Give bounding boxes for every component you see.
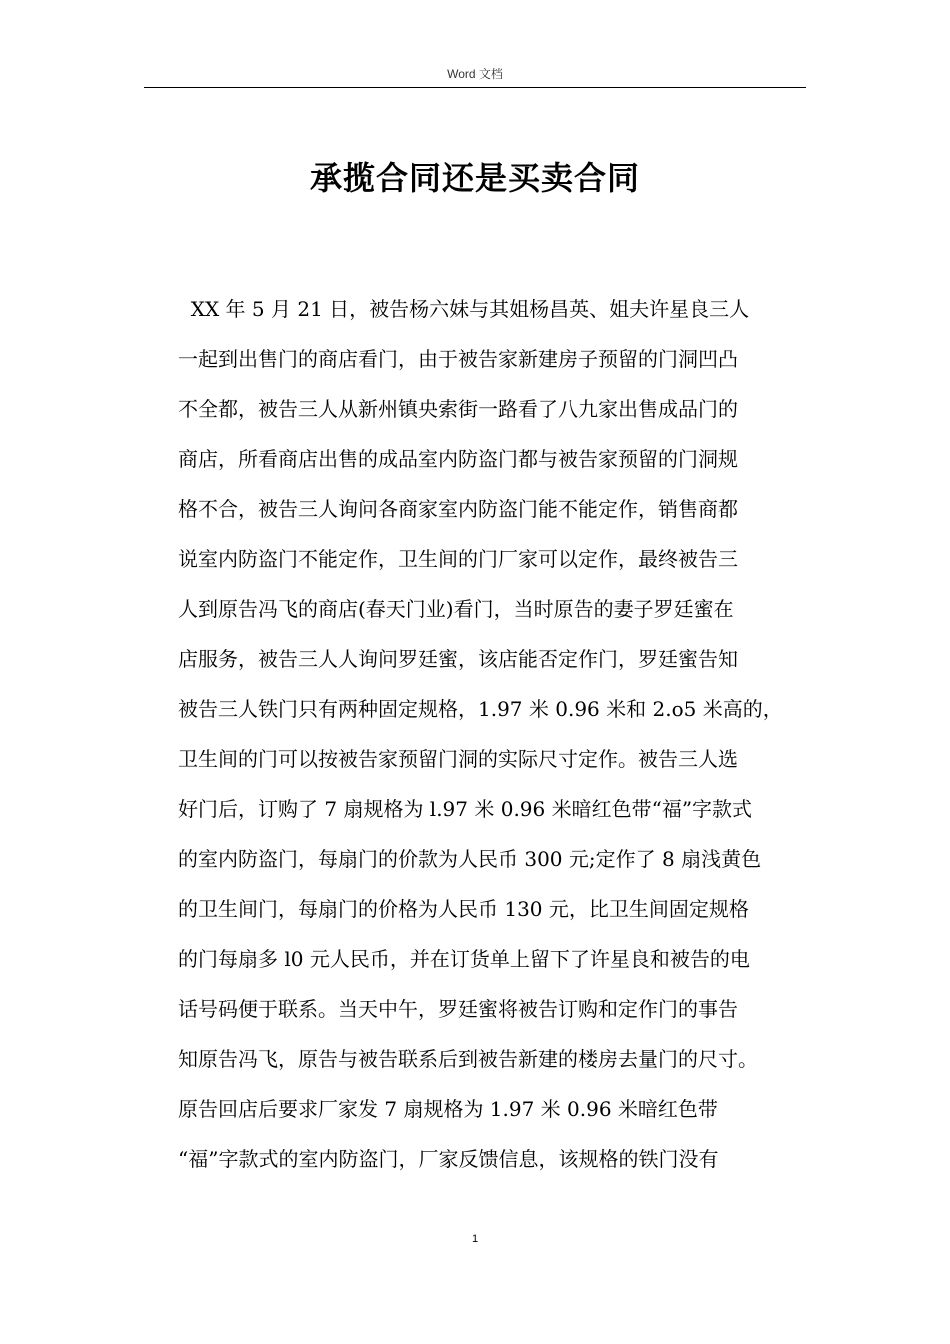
body-line: 一起到出售门的商店看门，由于被告家新建房子预留的门洞凹凸	[178, 347, 738, 371]
body-line: 好门后，订购了 7 扇规格为 l.97 米 0.96 米暗红色带“福”字款式	[178, 797, 753, 821]
body-line: 人到原告冯飞的商店(春天门业)看门，当时原告的妻子罗廷蜜在	[178, 597, 734, 621]
document-body	[178, 284, 818, 1184]
body-line: 不全都，被告三人从新州镇央索街一路看了八九家出售成品门的	[178, 397, 738, 421]
page-header: Word 文档	[447, 67, 503, 81]
body-line: 话号码便于联系。当天中午，罗廷蜜将被告订购和定作门的事告	[178, 997, 738, 1021]
body-line: 被告三人铁门只有两种固定规格，1.97 米 0.96 米和 2.o5 米高的，	[178, 697, 783, 721]
body-line: 卫生间的门可以按被告家预留门洞的实际尺寸定作。被告三人选	[178, 747, 738, 771]
page-number: 1	[471, 1233, 479, 1245]
body-line: “福”字款式的室内防盗门，厂家反馈信息，该规格的铁门没有	[178, 1147, 719, 1171]
body-line: 格不合，被告三人询问各商家室内防盗门能不能定作，销售商都	[178, 497, 738, 521]
body-line: 商店，所看商店出售的成品室内防盗门都与被告家预留的门洞规	[178, 447, 738, 471]
body-line: 知原告冯飞，原告与被告联系后到被告新建的楼房去量门的尺寸。	[178, 1047, 758, 1071]
header-rule	[144, 87, 806, 88]
body-line: 原告回店后要求厂家发 7 扇规格为 1.97 米 0.96 米暗红色带	[178, 1097, 718, 1121]
body-line: 店服务，被告三人人询问罗廷蜜，该店能否定作门，罗廷蜜告知	[178, 647, 738, 671]
body-line: 的卫生间门，每扇门的价格为人民币 130 元，比卫生间固定规格	[178, 897, 749, 921]
body-line: 说室内防盗门不能定作，卫生间的门厂家可以定作，最终被告三	[178, 547, 738, 571]
body-line: 的门每扇多 l0 元人民币，并在订货单上留下了许星良和被告的电	[178, 947, 750, 971]
body-line: 的室内防盗门，每扇门的价款为人民币 300 元;定作了 8 扇浅黄色	[178, 847, 762, 871]
document-title: 承揽合同还是买卖合同	[309, 159, 640, 197]
body-line: XX 年 5 月 21 日，被告杨六妹与其姐杨昌英、姐夫许星良三人	[178, 297, 750, 321]
